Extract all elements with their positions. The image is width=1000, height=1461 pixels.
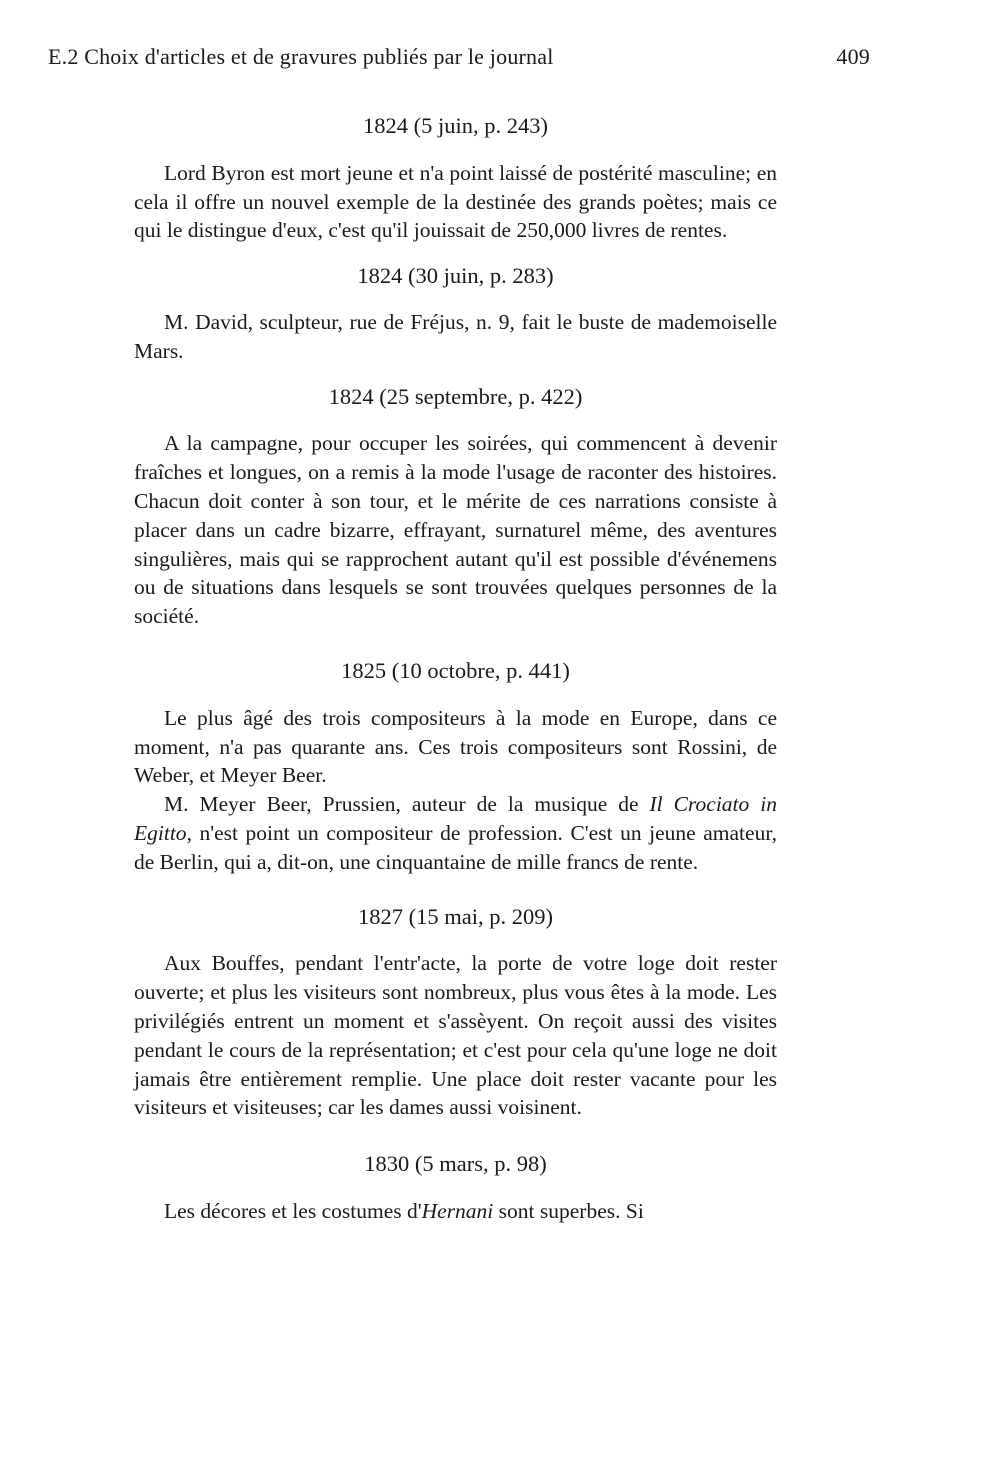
text-run: , n'est point un compositeur de profession. C'est un jeune amateur, de Berlin, qui a, dit-on, une cinquantaine de mille francs de rente.	[134, 820, 777, 874]
entry-heading: 1827 (15 mai, p. 209)	[358, 903, 553, 929]
entry-paragraph	[134, 1197, 777, 1226]
page-body	[134, 112, 777, 1226]
text-run: sont superbes. Si	[493, 1198, 644, 1223]
work-title: Hernani	[421, 1198, 494, 1223]
entry-paragraph: Le plus âgé des trois compositeurs à la mode en Europe, dans ce moment, n'a pas quarante ans. Ces trois compositeurs sont Rossini, de Weber, et Meyer Beer.	[134, 705, 777, 788]
work-title: Il Crociato in Egitto	[134, 792, 777, 845]
entry-heading: 1824 (5 juin, p. 243)	[363, 113, 548, 138]
page-number: 409	[836, 44, 870, 69]
entry-heading: 1824 (25 septembre, p. 422)	[328, 383, 583, 409]
running-head	[48, 44, 870, 70]
section-title: E.2 Choix d'articles et de gravures publiés par le journal	[48, 44, 554, 69]
entry-heading: 1830 (5 mars, p. 98)	[364, 1151, 547, 1177]
entry-paragraph: Aux Bouffes, pendant l'entr'acte, la porte de votre loge doit rester ouverte; et plus les visiteurs sont nombreux, plus vous êtes à la mode. Les privilégiés entrent un moment et s'assèyent. On reçoit aussi des visites pendant le cours de la représentation; et c'est pour cela qu'une loge ne doit jamais être entièrement remplie. Une place doit rester vacante pour les visiteurs et visiteuses; car les dames aussi voisinent.	[134, 951, 777, 1120]
text-run: M. Meyer Beer, Prussien, auteur de la musique de	[164, 792, 650, 817]
entry-heading: 1824 (30 juin, p. 283)	[357, 263, 554, 289]
entry-paragraph	[134, 790, 777, 876]
entry-paragraph: A la campagne, pour occuper les soirées, qui commencent à devenir fraîches et longues, on a remis à la mode l'usage de raconter des histoires. Chacun doit conter à son tour, et le mérite de ces narrations consiste à placer dans un cadre bizarre, effrayant, surnaturel même, des aventures singulières, mais qui se rapprochent autant qu'il est possible d'événemens ou de situations dans lesquels se sont trouvées quelques personnes de la société.	[134, 431, 777, 629]
entry-paragraph: Lord Byron est mort jeune et n'a point laissé de postérité masculine; en cela il offre un nouvel exemple de la destinée des grands poètes; mais ce qui le distingue d'eux, c'est qu'il jouissait de 250,000 livres de rentes.	[134, 160, 777, 243]
entry-heading: 1825 (10 octobre, p. 441)	[341, 657, 570, 683]
text-run: Les décores et les costumes d'	[164, 1198, 422, 1223]
entry-paragraph: M. David, sculpteur, rue de Fréjus, n. 9, fait le buste de mademoiselle Mars.	[134, 309, 777, 363]
